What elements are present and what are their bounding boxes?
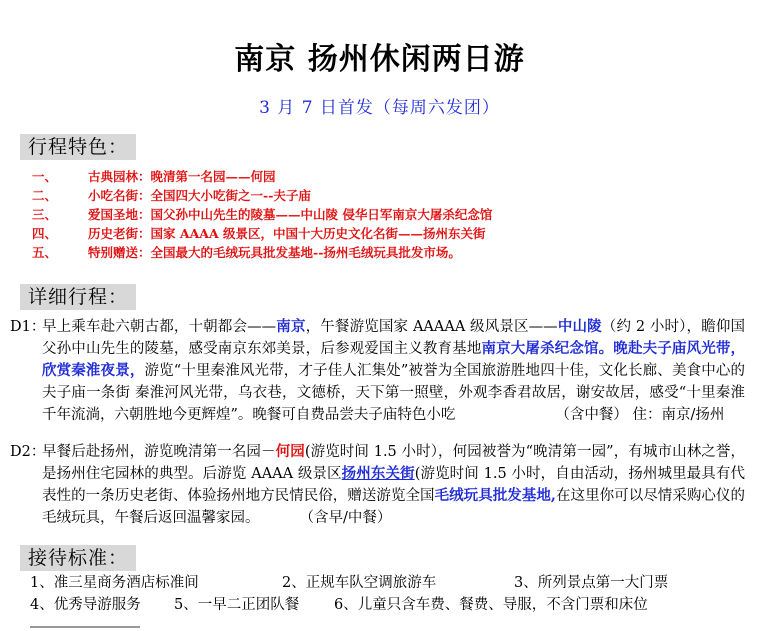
feature-item: 五、 特别赠送：全国最大的毛绒玩具批发基地--扬州毛绒玩具批发市场。 bbox=[32, 245, 461, 260]
standard-item: 5、一早二正团队餐 bbox=[174, 597, 300, 613]
itinerary-heading: 详细行程： bbox=[20, 284, 136, 310]
features-list bbox=[32, 167, 492, 262]
standard-item: 3、所列景点第一大门票 bbox=[514, 575, 669, 591]
standard-item: 4、优秀导游服务 bbox=[30, 597, 141, 613]
standard-item: 6、儿童只含车费、餐费、导服，不含门票和床位 bbox=[334, 597, 648, 613]
day1-tag: D1： bbox=[10, 319, 46, 335]
feature-item: 四、 历史老街：国家 AAAA 级景区，中国十大历史文化名街——扬州东关街 bbox=[32, 226, 486, 241]
standard-item: 2、正规车队空调旅游车 bbox=[282, 575, 437, 591]
page-title: 南京 扬州休闲两日游 bbox=[234, 42, 525, 77]
feature-item: 一、 古典园林：晚清第一名园——何园 bbox=[32, 169, 276, 184]
dongguanjie-highlight: 扬州东关街 bbox=[341, 465, 415, 482]
day2-tag: D2： bbox=[10, 444, 46, 460]
heyuan-highlight: 何园 bbox=[275, 443, 305, 460]
plush-toy-highlight: 毛绒玩具批发基地, bbox=[434, 487, 556, 504]
day1-paragraph: D1： 早上乘车赴六朝古都，十朝都会——南京，午餐游览国家 AAAAA 级风景区——中山陵（约 2 小时），瞻仰国父孙中山先生的陵墓，感受南京东郊美景，后参观爱国主义教育基地南京大屠杀纪念馆。晚赴夫子庙风光带，欣赏秦淮夜景，游览“十里秦淮风光带，才子佳人汇集处”被誉为全国旅游胜地四十佳，文化长廊、美食中心的夫子庙一条街 秦淮河风光带，乌衣巷，文德桥，天下第一照壁，外观李香君故居，谢安故居，感受“十里秦淮千年流淌，六朝胜地今更辉煌”。晚餐可自费品尝夫子庙特色小吃 （含中餐） 住：南京/扬州 bbox=[10, 318, 746, 423]
standard-item: 1、准三星商务酒店标准间 bbox=[30, 575, 199, 591]
memorial-highlight: 南京大屠杀纪念馆。晚赴夫子庙风光带，欣赏秦淮夜景， bbox=[42, 340, 745, 379]
zhongshanling-highlight: 中山陵 bbox=[557, 318, 602, 335]
day2-paragraph: D2： 早餐后赴扬州，游览晚清第一名园－何园(游览时间 1.5 小时），何园被誉为“晚清第一园”，有城市山林之誉，是扬州住宅园林的典型。后游览 AAAA 级景区扬州东关街(游览时间 1.5 小时，自由活动，扬州城里最具有代表性的一条历史老街、体验扬州地方民情民俗，赠送游览全国毛绒玩具批发基地,在这里你可以尽情采购心仪的毛绒玩具，午餐后返回温馨家园。 （含早/中餐） bbox=[10, 443, 746, 526]
bottom-divider bbox=[30, 626, 140, 628]
departure-subtitle: 3 月 7 日首发（每周六发团） bbox=[259, 98, 500, 118]
features-heading: 行程特色： bbox=[20, 134, 136, 160]
standards-heading: 接待标准： bbox=[20, 545, 136, 571]
feature-item: 二、 小吃名街：全国四大小吃街之一--夫子庙 bbox=[32, 188, 311, 203]
nanjing-highlight: 南京 bbox=[276, 318, 306, 335]
standards-list bbox=[30, 572, 668, 616]
feature-item: 三、 爱国圣地：国父孙中山先生的陵墓——中山陵 侵华日军南京大屠杀纪念馆 bbox=[32, 207, 493, 222]
